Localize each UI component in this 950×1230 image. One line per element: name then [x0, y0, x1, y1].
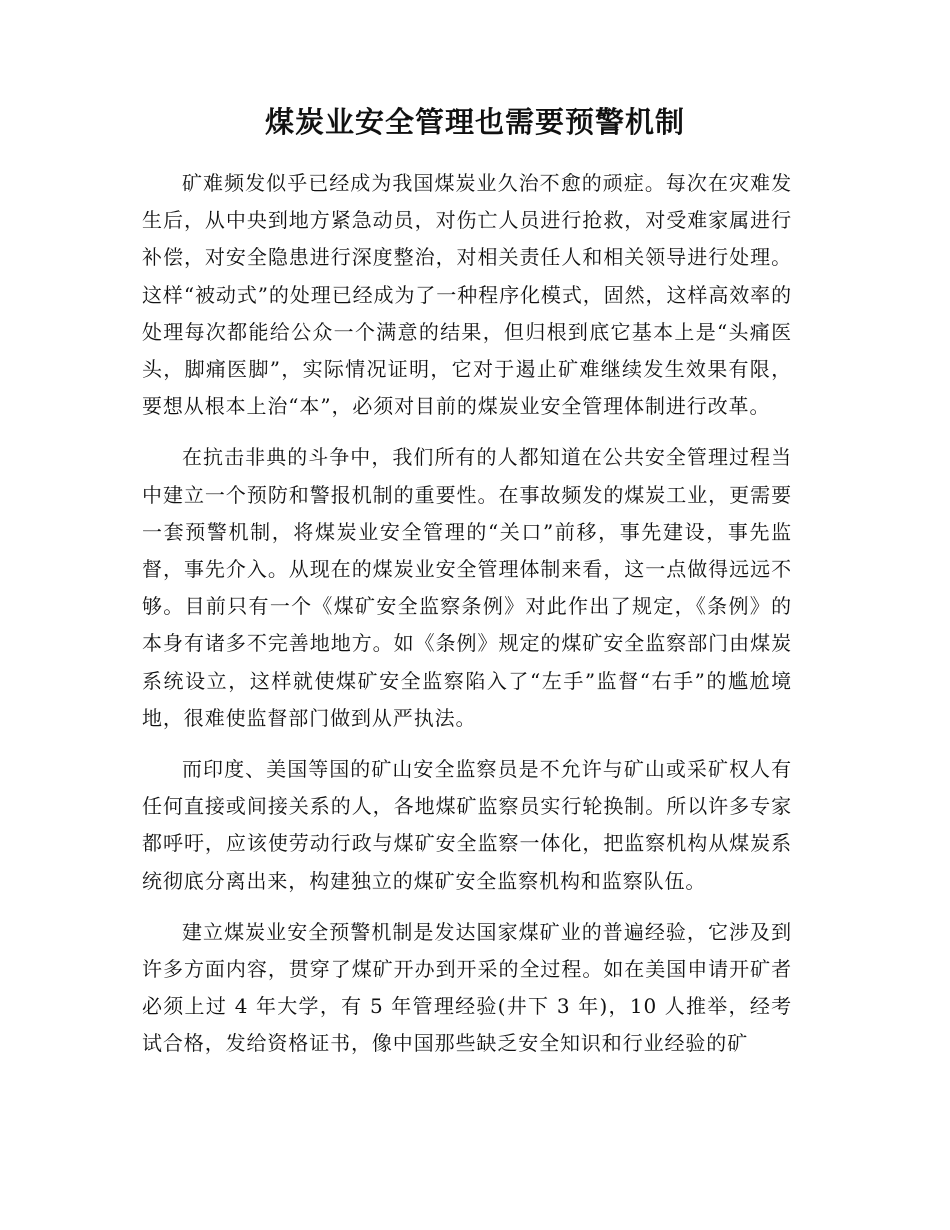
- paragraph-2: 在抗击非典的斗争中，我们所有的人都知道在公共安全管理过程当中建立一个预防和警报机制的重要性。在事故频发的煤炭工业，更需要一套预警机制，将煤炭业安全管理的“关口”前移，事先建设，事先监督，事先介入。从现在的煤炭业安全管理体制来看，这一点做得远远不够。目前只有一个《煤矿安全监察条例》对此作出了规定，《条例》的本身有诸多不完善地地方。如《条例》规定的煤矿安全监察部门由煤炭系统设立，这样就使煤矿安全监察陷入了“左手”监督“右手”的尴尬境地，很难使监督部门做到从严执法。: [142, 445, 792, 730]
- document-title: 煤炭业安全管理也需要预警机制: [264, 105, 685, 139]
- paragraph-3: 而印度、美国等国的矿山安全监察员是不允许与矿山或采矿权人有任何直接或间接关系的人，各地煤矿监察员实行轮换制。所以许多专家都呼吁，应该使劳动行政与煤矿安全监察一体化，把监察机构从煤炭系统彻底分离出来，构建独立的煤矿安全监察机构和监察队伍。: [142, 757, 792, 893]
- paragraph-4: 建立煤炭业安全预警机制是发达国家煤矿业的普遍经验，它涉及到许多方面内容，贯穿了煤矿开办到开采的全过程。如在美国申请开矿者必须上过 4 年大学，有 5 年管理经验(井下 3 年)，10 人推举，经考试合格，发给资格证书，像中国那些缺乏安全知识和行业经验的矿: [142, 919, 792, 1056]
- document-body: [142, 165, 792, 1077]
- paragraph-1: 矿难频发似乎已经成为我国煤炭业久治不愈的顽症。每次在灾难发生后，从中央到地方紧急动员，对伤亡人员进行抢救，对受难家属进行补偿，对安全隐患进行深度整治，对相关责任人和相关领导进行处理。这样“被动式”的处理已经成为了一种程序化模式，固然，这样高效率的处理每次都能给公众一个满意的结果，但归根到底它基本上是“头痛医头，脚痛医脚”，实际情况证明，它对于遏止矿难继续发生效果有限，要想从根本上治“本”，必须对目前的煤炭业安全管理体制进行改革。: [142, 171, 792, 419]
